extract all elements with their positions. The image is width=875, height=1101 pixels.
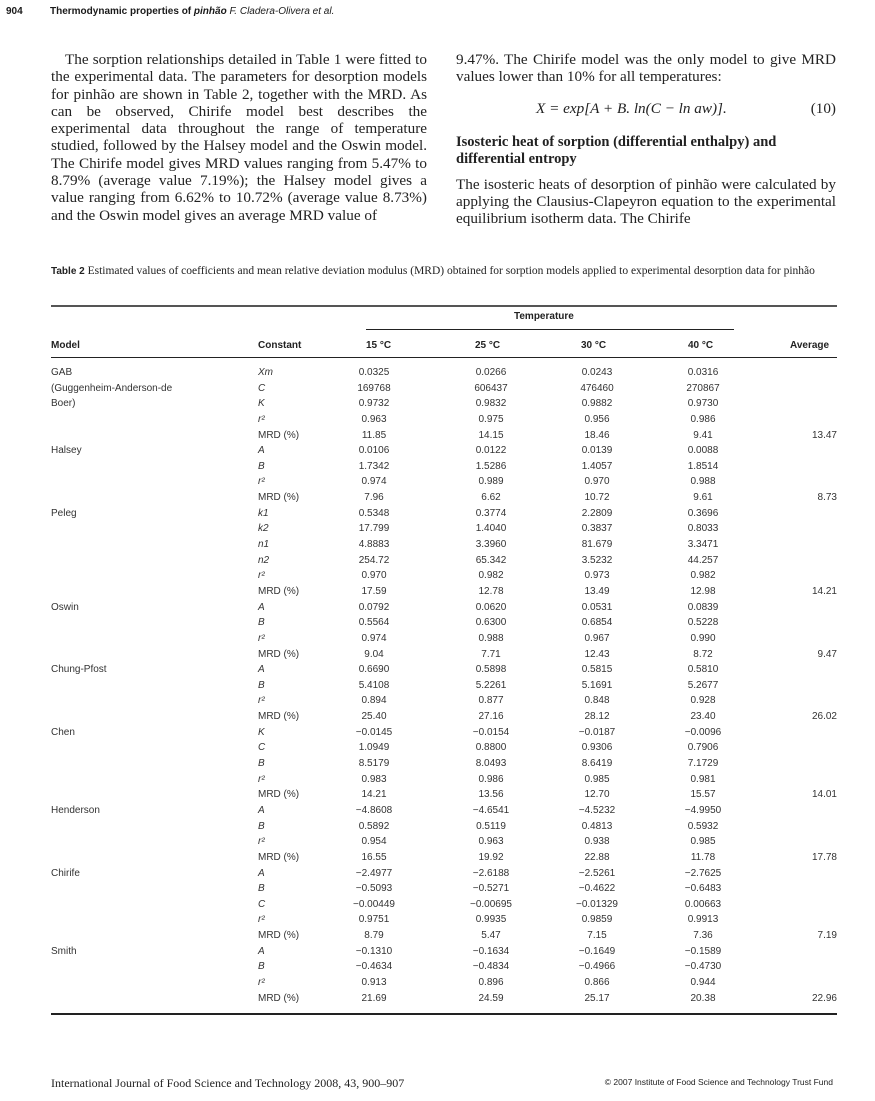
cell-value: 44.257 (687, 554, 719, 566)
cell-value: 11.78 (690, 851, 716, 863)
cell-model: Peleg (51, 507, 77, 519)
cell-value: 0.9832 (475, 398, 507, 410)
cell-value: 0.9913 (687, 914, 719, 926)
cell-model: Oswin (51, 601, 79, 613)
cell-value: −0.5271 (472, 883, 510, 895)
cell-value: 0.986 (478, 773, 504, 785)
cell-value: 17.59 (361, 585, 387, 597)
cell-model: GAB (51, 367, 73, 378)
cell-value: 0.963 (478, 836, 504, 848)
cell-value: 0.3774 (475, 507, 507, 519)
cell-value: −0.00695 (470, 898, 512, 910)
cell-value: 0.970 (361, 570, 387, 582)
cell-value: 0.954 (361, 836, 387, 848)
cell-value: 16.55 (361, 851, 387, 863)
cell-constant: MRD (%) (258, 930, 300, 942)
cell-constant: B (258, 883, 265, 895)
cell-value: 6.62 (481, 492, 501, 504)
cell-value: 0.9935 (475, 914, 507, 926)
table-row (51, 711, 837, 727)
cell-value: 28.12 (584, 711, 610, 723)
table-row (51, 805, 837, 821)
cell-value: 0.974 (361, 476, 387, 488)
cell-value: 0.989 (478, 476, 504, 488)
cell-value: 1.5286 (475, 460, 507, 472)
cell-value: −0.1589 (684, 945, 722, 957)
cell-value: 0.6690 (358, 664, 390, 676)
cell-value: 0.986 (690, 413, 716, 425)
cell-value: 81.679 (581, 539, 613, 551)
equation-10 (456, 94, 836, 134)
table-row (51, 789, 837, 805)
cell-value: 0.5892 (358, 820, 390, 832)
cell-constant: B (258, 758, 265, 770)
cell-value: 169768 (357, 382, 391, 394)
cell-constant: r² (258, 914, 265, 926)
cell-value: −2.7625 (684, 867, 722, 879)
cell-value: 0.967 (584, 632, 610, 644)
col-header-average: Average (790, 340, 830, 351)
cell-value: −4.5232 (578, 804, 616, 816)
cell-constant: K (258, 726, 265, 738)
table-row (51, 633, 837, 649)
cell-value: 0.928 (690, 695, 716, 707)
cell-average: 14.01 (811, 789, 837, 801)
cell-value: 1.8514 (687, 460, 719, 472)
cell-value: 0.982 (690, 570, 716, 582)
cell-value: −0.0187 (578, 726, 616, 738)
table-row (51, 508, 837, 524)
cell-value: −0.5093 (355, 883, 393, 895)
cell-average: 13.47 (811, 429, 837, 441)
table-row (51, 602, 837, 618)
cell-constant: MRD (%) (258, 429, 300, 441)
cell-value: 0.0620 (475, 601, 507, 613)
running-title: Thermodynamic properties of (50, 6, 194, 17)
table-header-rule (51, 357, 837, 358)
cell-value: 0.913 (361, 976, 387, 988)
cell-value: 7.1729 (687, 758, 719, 770)
cell-value: 15.57 (690, 789, 716, 801)
cell-constant: k2 (258, 523, 269, 535)
cell-value: 23.40 (690, 711, 716, 723)
running-authors: F. Cladera-Olivera et al. (229, 6, 335, 17)
cell-constant: n2 (258, 554, 270, 566)
equation-number: (10) (810, 99, 836, 117)
cell-value: −2.5261 (578, 867, 616, 879)
cell-value: 7.36 (693, 930, 713, 942)
cell-value: 9.04 (364, 648, 384, 660)
table-bottom-rule (51, 1013, 837, 1015)
cell-average: 26.02 (811, 711, 837, 723)
col-header-40c: 40 °C (688, 340, 714, 351)
cell-value: 0.9306 (581, 742, 613, 754)
cell-model: Chung-Pfost (51, 664, 107, 676)
cell-value: 0.0325 (358, 367, 390, 378)
cell-constant: B (258, 679, 265, 691)
cell-value: 5.2677 (687, 679, 719, 691)
cell-value: 21.69 (361, 992, 387, 1004)
cell-constant: r² (258, 413, 265, 425)
cell-value: 0.9730 (687, 398, 719, 410)
cell-value: 1.4057 (581, 460, 613, 472)
footer-copyright: © 2007 Institute of Food Science and Technology Trust Fund (604, 1077, 833, 1087)
cell-value: 0.0531 (581, 601, 613, 613)
body-right-column (456, 51, 836, 227)
cell-constant: B (258, 460, 265, 472)
col-header-constant: Constant (258, 340, 302, 351)
cell-value: 65.342 (475, 554, 507, 566)
cell-value: −0.6483 (684, 883, 722, 895)
cell-value: 0.9751 (358, 914, 390, 926)
cell-average: 8.73 (817, 492, 837, 504)
cell-model: Smith (51, 945, 77, 957)
cell-value: 0.5119 (476, 820, 506, 832)
cell-value: 0.956 (584, 413, 610, 425)
cell-constant: MRD (%) (258, 492, 300, 504)
cell-model: Henderson (51, 804, 100, 816)
body-paragraph: The sorption relationships detailed in Table 1 were fitted to the experimental data. The parameters for desorption models for pinhão are shown in Table 2, together with the MRD. As can be observed, Chirife model best describes the experimental data throughout the range of temperature studied, followed by the Halsey model and the Oswin model. The Chirife model gives MRD values ranging from 5.47% to 8.79% (average value 7.19%); the Halsey model gives a value ranging from 6.62% to 10.72% (average value 8.73%) and the Oswin model gives an average MRD value of (51, 51, 427, 224)
cell-value: 0.9859 (581, 914, 613, 926)
cell-value: 14.21 (361, 789, 387, 801)
cell-constant: B (258, 617, 265, 629)
cell-value: 0.985 (584, 773, 610, 785)
cell-value: 0.5898 (475, 664, 507, 676)
cell-value: −0.0154 (472, 726, 510, 738)
col-header-30c: 30 °C (581, 340, 607, 351)
cell-value: 5.1691 (581, 679, 613, 691)
table-row (51, 649, 837, 665)
cell-value: 0.944 (690, 976, 716, 988)
cell-value: 8.72 (693, 648, 713, 660)
cell-constant: K (258, 398, 265, 410)
cell-value: 5.2261 (475, 679, 507, 691)
body-left-column (51, 51, 427, 224)
cell-constant: Xm (258, 367, 273, 378)
table-row (51, 899, 837, 915)
cell-constant: r² (258, 976, 265, 988)
cell-value: 7.15 (587, 930, 607, 942)
cell-value: 0.985 (690, 836, 716, 848)
cell-constant: r² (258, 773, 265, 785)
table-row (51, 977, 837, 993)
cell-constant: C (258, 898, 266, 910)
cell-value: 0.990 (690, 632, 716, 644)
cell-value: 0.973 (584, 570, 610, 582)
cell-value: 0.0122 (475, 445, 507, 457)
cell-value: 0.982 (478, 570, 504, 582)
table-row (51, 961, 837, 977)
cell-constant: A (258, 945, 265, 957)
cell-value: 8.5179 (358, 758, 390, 770)
cell-value: −0.4966 (578, 961, 616, 973)
cell-value: 7.96 (364, 492, 384, 504)
cell-average: 7.19 (817, 930, 837, 942)
table-row (51, 914, 837, 930)
cell-constant: B (258, 820, 265, 832)
table-row (51, 383, 837, 399)
cell-value: −4.6541 (472, 804, 510, 816)
cell-value: 0.988 (478, 632, 504, 644)
cell-constant: MRD (%) (258, 851, 300, 863)
temperature-group-header: Temperature (514, 311, 574, 322)
cell-constant: A (258, 804, 265, 816)
cell-average: 22.96 (811, 992, 837, 1004)
col-header-model: Model (51, 340, 80, 351)
cell-value: −0.4730 (684, 961, 722, 973)
cell-value: 8.6419 (581, 758, 613, 770)
table-top-rule (51, 305, 837, 307)
cell-value: 0.0139 (581, 445, 613, 457)
cell-value: 3.5232 (581, 554, 613, 566)
table-row (51, 727, 837, 743)
cell-value: 22.88 (584, 851, 610, 863)
col-header-15c: 15 °C (366, 340, 392, 351)
cell-value: 10.72 (584, 492, 610, 504)
cell-value: 5.47 (481, 930, 501, 942)
cell-model: Chirife (51, 867, 80, 879)
cell-value: 0.5228 (687, 617, 719, 629)
table-row (51, 993, 837, 1009)
cell-value: 1.0949 (358, 742, 390, 754)
cell-value: 0.963 (361, 413, 387, 425)
cell-value: 7.71 (481, 648, 501, 660)
running-head (6, 6, 334, 17)
table-row (51, 555, 837, 571)
cell-average: 9.47 (817, 648, 837, 660)
table-row (51, 617, 837, 633)
cell-value: 254.72 (358, 554, 390, 566)
cell-constant: MRD (%) (258, 585, 300, 597)
cell-value: 476460 (580, 382, 614, 394)
cell-value: 0.8800 (475, 742, 507, 754)
cell-value: 0.6300 (475, 617, 507, 629)
cell-value: 9.61 (693, 492, 713, 504)
temperature-group-rule (366, 329, 734, 330)
cell-value: −0.01329 (576, 898, 618, 910)
section-paragraph: The isosteric heats of desorption of pinhão were calculated by applying the Clausius-Clapeyron equation to the experimental equilibrium isotherm data. The Chirife (456, 175, 836, 228)
table-row (51, 946, 837, 962)
cell-value: 0.00663 (684, 898, 722, 910)
cell-value: 20.38 (690, 992, 716, 1004)
cell-value: 0.896 (478, 976, 504, 988)
cell-constant: A (258, 867, 265, 879)
cell-constant: C (258, 742, 266, 754)
cell-value: 0.988 (690, 476, 716, 488)
table-caption-text: Estimated values of coefficients and mean relative deviation modulus (MRD) obtained for sorption models applied to experimental desorption data for pinhão (87, 265, 815, 277)
cell-value: 12.98 (690, 585, 716, 597)
table-row (51, 445, 837, 461)
cell-value: 0.9882 (581, 398, 613, 410)
cell-value: 0.5564 (358, 617, 390, 629)
table-label: Table 2 (51, 266, 85, 277)
cell-constant: A (258, 601, 265, 613)
cell-value: 25.40 (361, 711, 387, 723)
cell-value: −0.1310 (355, 945, 393, 957)
table-row (51, 367, 837, 383)
cell-constant: A (258, 664, 265, 676)
cell-value: 0.894 (361, 695, 387, 707)
table-row (51, 821, 837, 837)
table-row (51, 461, 837, 477)
cell-value: 0.0839 (687, 601, 719, 613)
table-row (51, 539, 837, 555)
cell-value: −0.1634 (472, 945, 510, 957)
cell-value: 0.0088 (687, 445, 719, 457)
cell-value: 8.0493 (475, 758, 507, 770)
cell-value: 8.79 (364, 930, 384, 942)
cell-value: 12.78 (478, 585, 504, 597)
equation-formula: X = exp[A + B. ln(C − ln aw)]. (536, 99, 727, 117)
cell-value: −2.6188 (472, 867, 510, 879)
cell-value: 0.0792 (358, 601, 390, 613)
cell-constant: MRD (%) (258, 648, 300, 660)
cell-value: 270867 (686, 382, 720, 394)
cell-value: 0.8033 (687, 523, 719, 535)
cell-value: 0.6854 (581, 617, 613, 629)
cell-value: 1.4040 (475, 523, 507, 535)
cell-value: 0.5810 (687, 664, 719, 676)
cell-value: −0.4622 (578, 883, 616, 895)
table-row (51, 398, 837, 414)
cell-value: −0.00449 (353, 898, 395, 910)
table-row (51, 664, 837, 680)
cell-value: 3.3471 (687, 539, 719, 551)
cell-value: 12.43 (584, 648, 610, 660)
cell-value: 606437 (474, 382, 508, 394)
running-title-italic: pinhão (193, 6, 227, 17)
cell-value: −2.4977 (355, 867, 393, 879)
table-row (51, 523, 837, 539)
cell-constant: r² (258, 695, 265, 707)
cell-model: Chen (51, 726, 75, 738)
cell-value: 17.799 (358, 523, 390, 535)
footer-journal: International Journal of Food Science and Technology 2008, 43, 900–907 (51, 1076, 405, 1090)
table-row (51, 430, 837, 446)
table-row (51, 586, 837, 602)
cell-value: 25.17 (584, 992, 610, 1004)
cell-constant: A (258, 445, 265, 457)
cell-value: −0.4834 (472, 961, 510, 973)
cell-constant: B (258, 961, 265, 973)
table-row (51, 774, 837, 790)
cell-value: 5.4108 (358, 679, 390, 691)
cell-model: (Guggenheim-Anderson-de (51, 382, 173, 394)
table-row (51, 758, 837, 774)
col-header-25c: 25 °C (475, 340, 501, 351)
cell-model: Boer) (51, 398, 76, 410)
cell-value: 0.983 (361, 773, 387, 785)
table-row (51, 868, 837, 884)
section-heading: Isosteric heat of sorption (differential enthalpy) and differential entropy (456, 133, 777, 167)
cell-model: Halsey (51, 445, 82, 457)
cell-value: 13.49 (584, 585, 610, 597)
cell-constant: MRD (%) (258, 711, 300, 723)
cell-value: 0.981 (690, 773, 716, 785)
cell-value: 0.975 (478, 413, 504, 425)
cell-value: 11.85 (361, 429, 387, 441)
cell-value: 1.7342 (358, 460, 390, 472)
cell-value: 0.0266 (475, 367, 507, 378)
cell-value: 0.0106 (358, 445, 390, 457)
cell-value: −4.9950 (684, 804, 722, 816)
cell-value: 13.56 (478, 789, 504, 801)
cell-value: 0.4813 (581, 820, 613, 832)
table-row (51, 695, 837, 711)
cell-value: 24.59 (478, 992, 504, 1004)
cell-constant: r² (258, 632, 265, 644)
table-row (51, 680, 837, 696)
cell-constant: k1 (258, 507, 269, 519)
cell-value: −0.0096 (684, 726, 722, 738)
table-row (51, 414, 837, 430)
body-paragraph-continued: 9.47%. The Chirife model was the only model to give MRD values lower than 10% for all temperatures: (456, 51, 836, 86)
cell-value: 0.848 (584, 695, 610, 707)
cell-value: 0.5815 (581, 664, 613, 676)
cell-value: 0.3837 (581, 523, 613, 535)
table-body (51, 367, 837, 1008)
table-row (51, 492, 837, 508)
table-row (51, 476, 837, 492)
cell-value: 19.92 (478, 851, 504, 863)
cell-value: 0.0243 (581, 367, 613, 378)
cell-average: 14.21 (811, 585, 837, 597)
cell-value: 0.3696 (687, 507, 719, 519)
table-row (51, 930, 837, 946)
cell-value: 0.5932 (687, 820, 719, 832)
table-row (51, 742, 837, 758)
cell-constant: r² (258, 836, 265, 848)
cell-value: 27.16 (478, 711, 504, 723)
cell-average: 17.78 (811, 851, 837, 863)
cell-constant: C (258, 382, 266, 394)
cell-value: 0.970 (584, 476, 610, 488)
cell-value: 0.5348 (358, 507, 390, 519)
cell-value: 0.877 (478, 695, 504, 707)
cell-value: 14.15 (478, 429, 504, 441)
cell-value: 2.2809 (581, 507, 613, 519)
cell-constant: r² (258, 476, 265, 488)
cell-value: 18.46 (584, 429, 610, 441)
cell-value: 0.938 (584, 836, 610, 848)
table-row (51, 852, 837, 868)
table-row (51, 836, 837, 852)
cell-constant: n1 (258, 539, 270, 551)
cell-value: 9.41 (693, 429, 713, 441)
cell-value: 3.3960 (475, 539, 507, 551)
cell-value: 0.7906 (687, 742, 719, 754)
cell-value: 4.8883 (358, 539, 390, 551)
cell-value: −0.0145 (355, 726, 393, 738)
cell-value: −0.4634 (355, 961, 393, 973)
cell-constant: MRD (%) (258, 789, 300, 801)
cell-value: 0.0316 (687, 367, 719, 378)
cell-value: 0.974 (361, 632, 387, 644)
cell-value: 12.70 (584, 789, 610, 801)
cell-value: −4.8608 (355, 804, 393, 816)
cell-value: 0.866 (584, 976, 610, 988)
table-caption (51, 264, 841, 279)
page-number: 904 (6, 6, 23, 17)
cell-constant: r² (258, 570, 265, 582)
cell-constant: MRD (%) (258, 992, 300, 1004)
table-row (51, 883, 837, 899)
cell-value: −0.1649 (578, 945, 616, 957)
cell-value: 0.9732 (358, 398, 390, 410)
table-row (51, 570, 837, 586)
